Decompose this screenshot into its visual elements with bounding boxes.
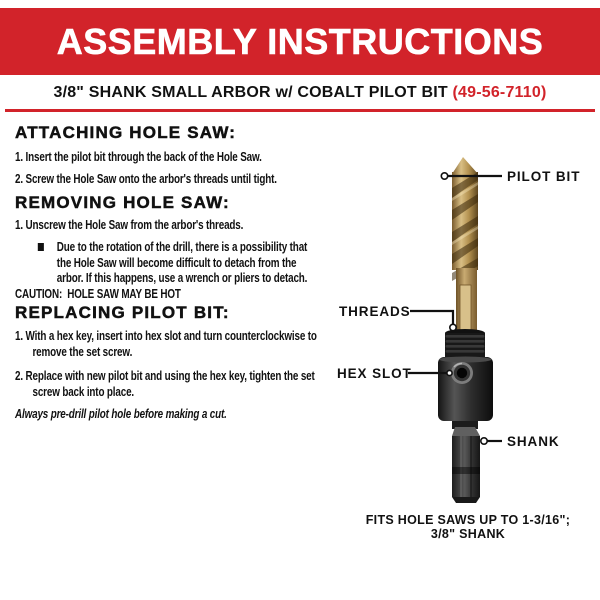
caution-line: CAUTION: HOLE SAW MAY BE HOT (15, 285, 181, 301)
section-heading-attaching: ATTACHING HOLE SAW: (15, 123, 237, 142)
replacing-step-2: 2. Replace with new pilot bit and using the hex key, tighten the set screw back into place. (15, 367, 315, 399)
label-shank (481, 434, 560, 449)
attaching-step-2: 2. Screw the Hole Saw onto the arbor's threads until tight. (15, 171, 277, 186)
fits-caption-line1: FITS HOLE SAWS UP TO 1-3/16"; (365, 513, 571, 527)
threads-marker-dot (450, 324, 456, 330)
bullet-square-icon (38, 243, 44, 251)
label-threads (339, 304, 456, 331)
shank-label: SHANK (507, 434, 560, 449)
arbor-diagram (330, 130, 600, 545)
part-number: (49-56-7110) (452, 84, 547, 101)
arbor-body-graphic (438, 357, 493, 422)
pilot-bit-marker-dot (441, 173, 447, 179)
red-divider (5, 109, 595, 112)
pilot-bit-label: PILOT BIT (507, 169, 581, 184)
title-banner (0, 8, 600, 75)
predrill-footnote: Always pre-drill pilot hole before making a cut. (15, 405, 227, 421)
shank-marker-dot (481, 438, 487, 444)
section-heading-removing: REMOVING HOLE SAW: (15, 193, 230, 212)
product-subtitle (0, 84, 600, 102)
replacing-step-1: 1. With a hex key, insert into hex slot and turn counterclockwise to remove the set screw. (15, 327, 317, 359)
fits-caption-line2: 3/8" SHANK (430, 527, 506, 541)
pilot-bit-graphic (452, 157, 478, 332)
instructions-column (15, 121, 360, 421)
section-heading-replacing: REPLACING PILOT BIT: (15, 302, 230, 322)
threads-graphic (445, 329, 485, 357)
product-name: 3/8" SHANK SMALL ARBOR w/ COBALT PILOT BIT (53, 84, 453, 101)
removing-step-1: 1. Unscrew the Hole Saw from the arbor's threads. (15, 217, 244, 232)
removing-note-text: Due to the rotation of the drill, there is a possibility that the Hole Saw will become difficult to detach from the arbor. If this happens, use a wrench or pliers to detach. (56, 239, 308, 285)
hex-slot-label: HEX SLOT (337, 366, 412, 381)
hex-slot-marker-dot (447, 370, 452, 375)
hex-shank-graphic (452, 421, 480, 503)
threads-label: THREADS (339, 304, 411, 319)
label-hex-slot (337, 366, 452, 381)
attaching-step-1: 1. Insert the pilot bit through the back of the Hole Saw. (15, 149, 262, 164)
removing-note (15, 239, 334, 286)
page-title: ASSEMBLY INSTRUCTIONS (56, 20, 544, 62)
